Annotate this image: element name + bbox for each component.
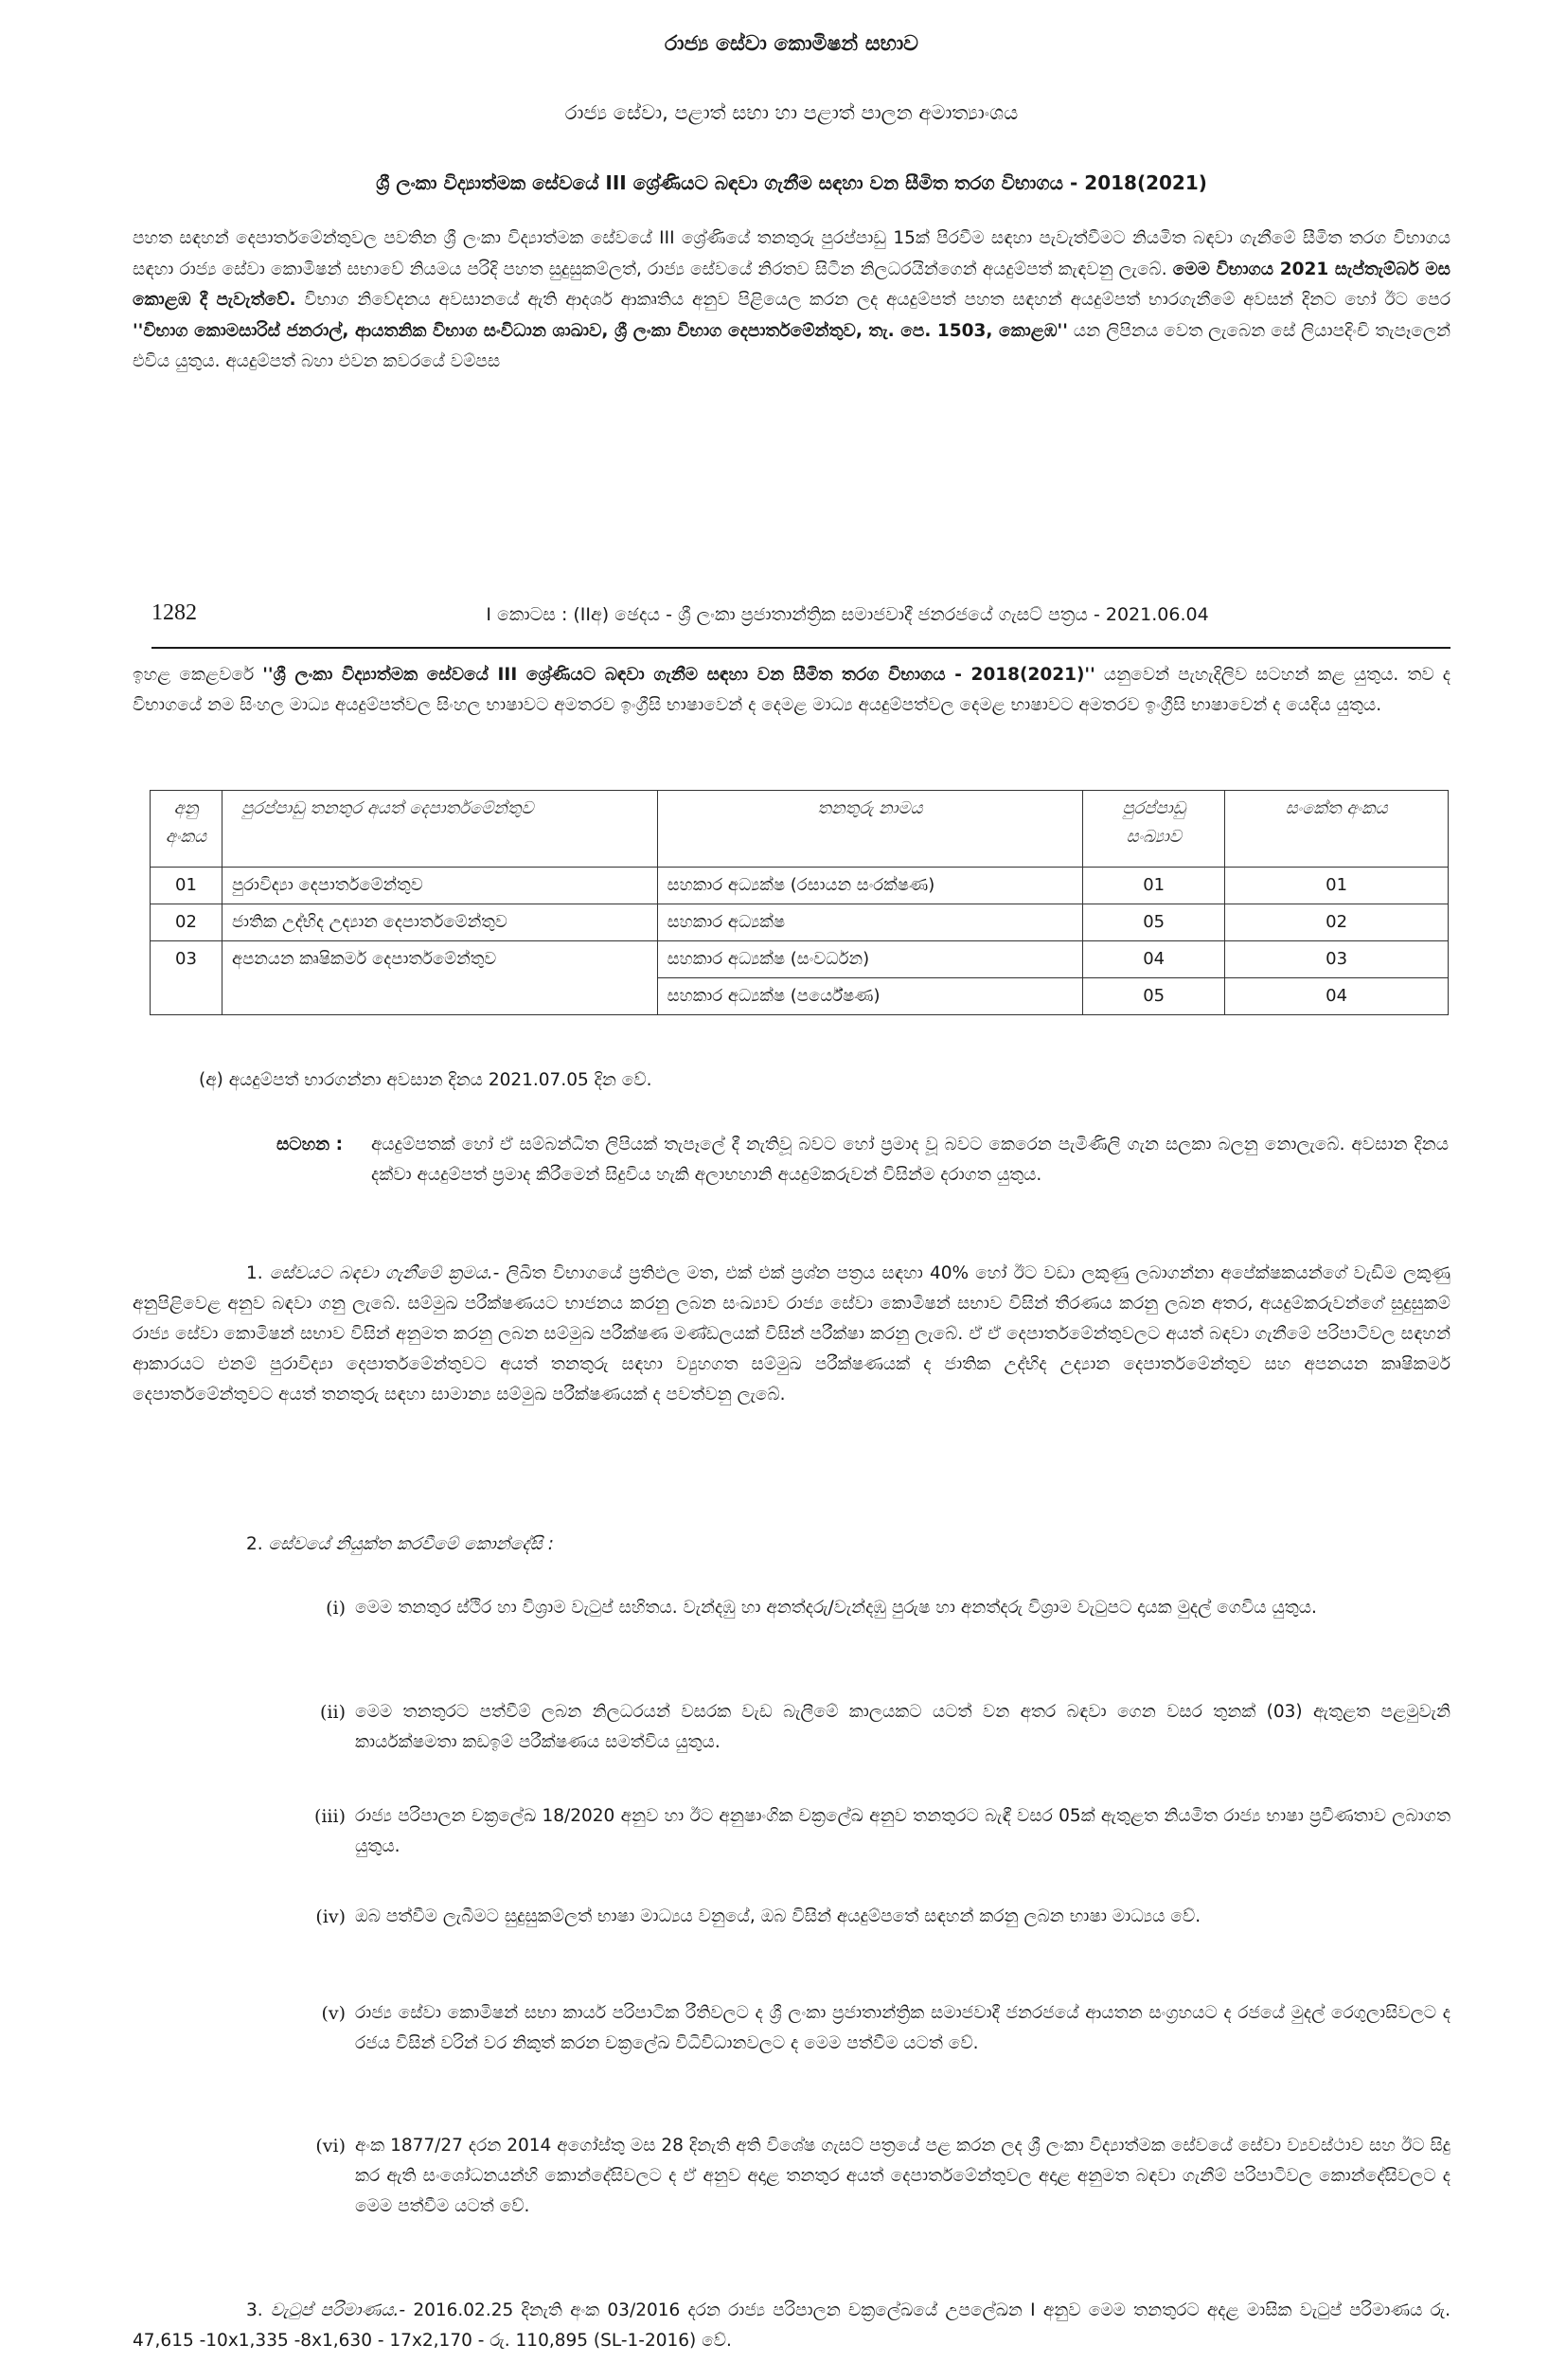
col-code: සංකේත අංකය: [1225, 791, 1449, 868]
cell-department: අපනයන කෘෂිකර්ම දෙපාර්තමේන්තුව: [222, 941, 657, 1015]
condition-text: මෙම තනතුරට පත්වීම් ලබන නිලධරයන් වසරක වැඩ බැලීමේ කාලයකට යටත් වන අතර බඳවා ගෙන වසර තුනක් (03) ඇතුළත පළමුවැනි කාර්යක්ෂමතා කඩඉම් පරීක්ෂණය සමත්විය යුතුය.: [355, 1702, 1450, 1752]
ministry-title: රාජ්‍ය සේවා, පළාත් සභා හා පළාත් පාලන අමාත්‍යාංශය: [564, 101, 1019, 124]
section-1-number: 1.: [246, 1263, 263, 1283]
condition-number: (i): [326, 1598, 346, 1619]
cell-post: සහකාර අධ්‍යක්ෂ: [657, 904, 1083, 941]
intro-paragraph: [133, 224, 1450, 378]
condition-number: (vi): [315, 2136, 346, 2156]
cell-post: සහකාර අධ්‍යක්ෂ (රසායන සංරක්ෂණ): [657, 868, 1083, 904]
condition-text: අංක 1877/27 දරන 2014 අගෝස්තු මස 28 දිනැති අති විශේෂ ගැසට් පත්‍රයේ පළ කරන ලද ශ්‍රී ලංකා විද්‍යාත්මක සේවයේ සේවා ව්‍යවස්ථාව සහ ඊට සිදු කර ඇති සංශෝධනයන්හි කොන්දේසිවලට ද ඒ අනුව අදාළ තනතුර අයත් දෙපාර්තමේන්තුවල අදාළ අනුමත බඳවා ගැනීම් පරිපාටිවල කොන්දේසිවලට ද මෙම පත්වීම යටත් වේ.: [355, 2136, 1450, 2216]
col-vacancies: පුරප්පාඩු සංඛ්‍යාව: [1083, 791, 1225, 868]
cell-vacancies: 05: [1083, 978, 1225, 1015]
vacancy-table: [150, 790, 1449, 1015]
cell-vacancies: 05: [1083, 904, 1225, 941]
cell-vacancies: 01: [1083, 868, 1225, 904]
cell-post: සහකාර අධ්‍යක්ෂ (සංවර්ධන): [657, 941, 1083, 978]
exam-title: ශ්‍රී ලංකා විද්‍යාත්මක සේවයේ III ශ්‍රේණියට බඳවා ගැනීම සඳහා වන සීමිත තරග විභාගය - 2018(2021): [376, 171, 1207, 194]
continuation-text-1: ඉහළ කෙළවරේ: [133, 665, 263, 685]
cell-serial: 02: [151, 904, 222, 941]
condition-number: (ii): [320, 1702, 346, 1723]
condition-text: රාජ්‍ය සේවා කොමිෂන් සභා කාර්ය පරිපාටික රීතිවලට ද ශ්‍රී ලංකා ප්‍රජාතාන්ත්‍රික සමාජවාදී ජනරජයේ ආයතන සංග්‍රහයට ද රජයේ මුදල් රෙගුලාසිවලට ද රජය විසින් වරින් වර නිකුත් කරන චක්‍රලේඛ විධිවිධානවලට ද මෙම පත්වීම යටත් වේ.: [355, 2003, 1450, 2053]
condition-number: (v): [321, 2003, 346, 2024]
cell-serial: 03: [151, 941, 222, 1015]
intro-text-1: පහත සඳහන් දෙපාර්තමේන්තුවල පවතින ශ්‍රී ලංකා විද්‍යාත්මක සේවයේ III ශ්‍රේණියේ තනතුරු පුරප්පාඩු 15ක් පිරවීම සඳහා පැවැත්වීමට නියමිත බඳවා ගැනීමේ සීමිත තරග විභාගය සඳහා රාජ්‍ය සේවා කොමිෂන් සභාවේ නියමය පරිදි පහත සුදුසුකම්ලත්, රාජ්‍ය සේවයේ නිරතව සිටින නිලධරයින්ගෙන් අයදුම්පත් කැඳවනු ලැබේ.: [133, 228, 1450, 279]
cell-code: 03: [1225, 941, 1449, 978]
section-3-number: 3.: [246, 2300, 263, 2320]
col-serial: අනු අංකය: [151, 791, 222, 868]
section-2-title: සේවයේ නියුක්ත කරවීමේ කොන්දේසි :: [268, 1534, 555, 1554]
table-header-row: [151, 791, 1449, 868]
cell-code: 04: [1225, 978, 1449, 1015]
cell-serial: 01: [151, 868, 222, 904]
section-2-number: 2.: [246, 1534, 263, 1554]
page-number: 1282: [151, 600, 197, 625]
intro-text-2: විභාග නිවේදනය අවසානයේ ඇති ආදර්ශ ආකෘතිය අනුව පිළියෙල කරන ලද අයදුම්පත් පහත සඳහන් අයදුම්පත් භාරගැනීමේ අවසන් දිනට හෝ ඊට පෙර: [295, 290, 1450, 310]
intro-exam-date: මෙම විභාගය 2021 සැප්තැම්බර් මස කොළඹ දී පැවැත්වේ.: [133, 259, 1450, 310]
table-row: [151, 941, 1449, 978]
condition-number: (iii): [313, 1806, 346, 1827]
section-3: [133, 2296, 1450, 2356]
section-1-text: ලිඛිත විභාගයේ ප්‍රතිඵල මත, එක් එක් ප්‍රශ්න පත්‍රය සඳහා 40% හෝ ඊට වඩා ලකුණු ලබාගන්නා අපේක්ෂකයන්ගේ වැඩිම ලකුණු අනුපිළිවෙළ අනුව බඳවා ගනු ලැබේ. සම්මුඛ පරීක්ෂණයට භාජනය කරනු ලබන සංඛ්‍යාව රාජ්‍ය සේවා කොමිෂන් සභාව විසින් තීරණය කරනු ලබන අතර, අයදුම්කරුවන්ගේ සුදුසුකම් රාජ්‍ය සේවා කොමිෂන් සභාව විසින් අනුමත කරනු ලබන සම්මුඛ පරීක්ෂණ මණ්ඩලයක් විසින් පරීක්ෂා කරනු ලැබේ. ඒ ඒ දෙපාර්තමේන්තුවලට අයත් බඳවා ගැනීමේ පරිපාටිවල සඳහන් ආකාරයට එනම් පුරාවිද්‍යා දෙපාර්තමේන්තුවට අයත් තනතුරු සඳහා ව්‍යුහගත සම්මුඛ පරීක්ෂණයක් ද ජාතික උද්භිද උද්‍යාන දෙපාර්තමේන්තුව සහ අපනයන කෘෂිකර්ම දෙපාර්තමේන්තුවට අයත් තනතුරු සඳහා සාමාන්‍ය සම්මුඛ පරීක්ෂණයක් ද පවත්වනු ලැබේ.: [133, 1263, 1450, 1405]
condition-text: මෙම තනතුර ස්ථිර හා විශ්‍රාම වැටුප් සහිතය. වැන්දඹු හා අනත්දරු/වැන්දඹු පුරුෂ හා අනත්දරු විශ්‍රාම වැටුපට දායක මුදල් ගෙවිය යුතුය.: [355, 1598, 1317, 1618]
note-text: අයදුම්පතක් හෝ ඒ සම්බන්ධිත ලිපියක් තැපෑලේ දී නැතිවූ බවට හෝ ප්‍රමාද වූ බවට කෙරෙන පැමිණිලි ගැන සලකා බලනු නොලැබේ. අවසාන දිනය දක්වා අයදුම්පත් ප්‍රමාද කිරීමෙන් සිදුවිය හැකි අලාභහානි අයදුම්කරුවන් විසින්ම දරාගත යුතුය.: [371, 1135, 1449, 1185]
closing-date-note: (අ) අයදුම්පත් භාරගන්නා අවසාන දිනය 2021.07.05 දින වේ.: [199, 1070, 652, 1090]
header-rule: [151, 647, 1450, 649]
section-3-title: වැටුප් පරිමාණය.-: [270, 2300, 406, 2320]
table-row: [151, 868, 1449, 904]
cell-code: 01: [1225, 868, 1449, 904]
section-2-heading: [246, 1530, 1382, 1560]
condition-text: ඔබ පත්වීම ලැබීමට සුදුසුකම්ලත් භාෂා මාධ්‍යය වනුයේ, ඔබ විසින් අයදුම්පතේ සඳහන් කරනු ලබන භාෂා මාධ්‍යය වේ.: [355, 1906, 1201, 1926]
section-3-text: 2016.02.25 දිනැති අංක 03/2016 දරන රාජ්‍ය පරිපාලන චක්‍රලේඛයේ උපලේඛන I අනුව මෙම තනතුරට අදළ මාසික වැටුප් පරිමාණය රු. 47,615 -10x1,335 -8x1,630 - 17x2,170 - රු. 110,895 (SL-1-2016) වේ.: [133, 2300, 1451, 2351]
condition-number: (iv): [315, 1906, 346, 1927]
cell-department: ජාතික උද්භිද උද්‍යාන දෙපාර්තමේන්තුව: [222, 904, 657, 941]
col-department: පුරප්පාඩු තනතුර අයත් දෙපාර්තමේන්තුව: [222, 791, 657, 868]
cell-code: 02: [1225, 904, 1449, 941]
intro-text-3: යන ලිපිනය වෙත ලැබෙන සේ ලියාපදිංචි තැපෑලෙන් එවිය යුතුය. අයදුම්පත් බහා එවන කවරයේ වම්පස: [133, 320, 1450, 371]
intro-address: ''විභාග කොමසාරිස් ජනරාල්, ආයතනික විභාග සංවිධාන ශාඛාව, ශ්‍රී ලංකා විභාග දෙපාර්තමේන්තුව, තැ. පෙ. 1503, කොළඹ'': [133, 320, 1068, 341]
continuation-paragraph: [133, 660, 1450, 721]
col-post: තනතුරු නාමය: [657, 791, 1083, 868]
gazette-page: [133, 0, 1450, 2380]
condition-text: රාජ්‍ය පරිපාලන චක්‍රලේඛ 18/2020 අනුව හා ඊට අනුෂාංගික චක්‍රලේඛ අනුව තනතුරට බැඳී වසර 05ක් ඇතුළත නියමිත රාජ්‍ය භාෂා ප්‍රවීණතාව ලබාගත යුතුය.: [355, 1806, 1450, 1856]
continuation-exam-name: ''ශ්‍රී ලංකා විද්‍යාත්මක සේවයේ III ශ්‍රේණියට බඳවා ගැනීම සඳහා වන සීමිත තරග විභාගය - 2018(2021)'': [262, 665, 1095, 685]
section-1-title: සේවයට බඳවා ගැනීමේ ක්‍රමය.-: [269, 1263, 500, 1283]
continuation-text-2: යනුවෙන් පැහැදිලිව සටහන් කළ යුතුය. තව ද විභාගයේ නම සිංහල මාධ්‍ය අයදුම්පත්වල සිංහල භාෂාවට අමතරව ඉංග්‍රීසි භාෂාවෙන් ද දෙමළ මාධ්‍ය අයදුම්පත්වල දෙමළ භාෂාවට අමතරව ඉංග්‍රීසි භාෂාවෙන් ද යෙදිය යුතුය.: [133, 665, 1450, 715]
commission-title: රාජ්‍ය සේවා කොමිෂන් සභාව: [664, 32, 919, 56]
section-1: [133, 1259, 1450, 1410]
cell-department: පුරාවිද්‍යා දෙපාර්තමේන්තුව: [222, 868, 657, 904]
running-head: [133, 600, 1450, 638]
table-row: [151, 904, 1449, 941]
cell-vacancies: 04: [1083, 941, 1225, 978]
cell-post: සහකාර අධ්‍යක්ෂ (පර්යේෂණ): [657, 978, 1083, 1015]
gazette-running-title: I කොටස : (IIඅ) ඡෙදය - ශ්‍රී ලංකා ප්‍රජාතාන්ත්‍රික සමාජවාදී ජනරජයේ ගැසට් පත්‍රය - 2021.06.04: [486, 604, 1209, 625]
note-label: සටහන :: [276, 1135, 344, 1154]
